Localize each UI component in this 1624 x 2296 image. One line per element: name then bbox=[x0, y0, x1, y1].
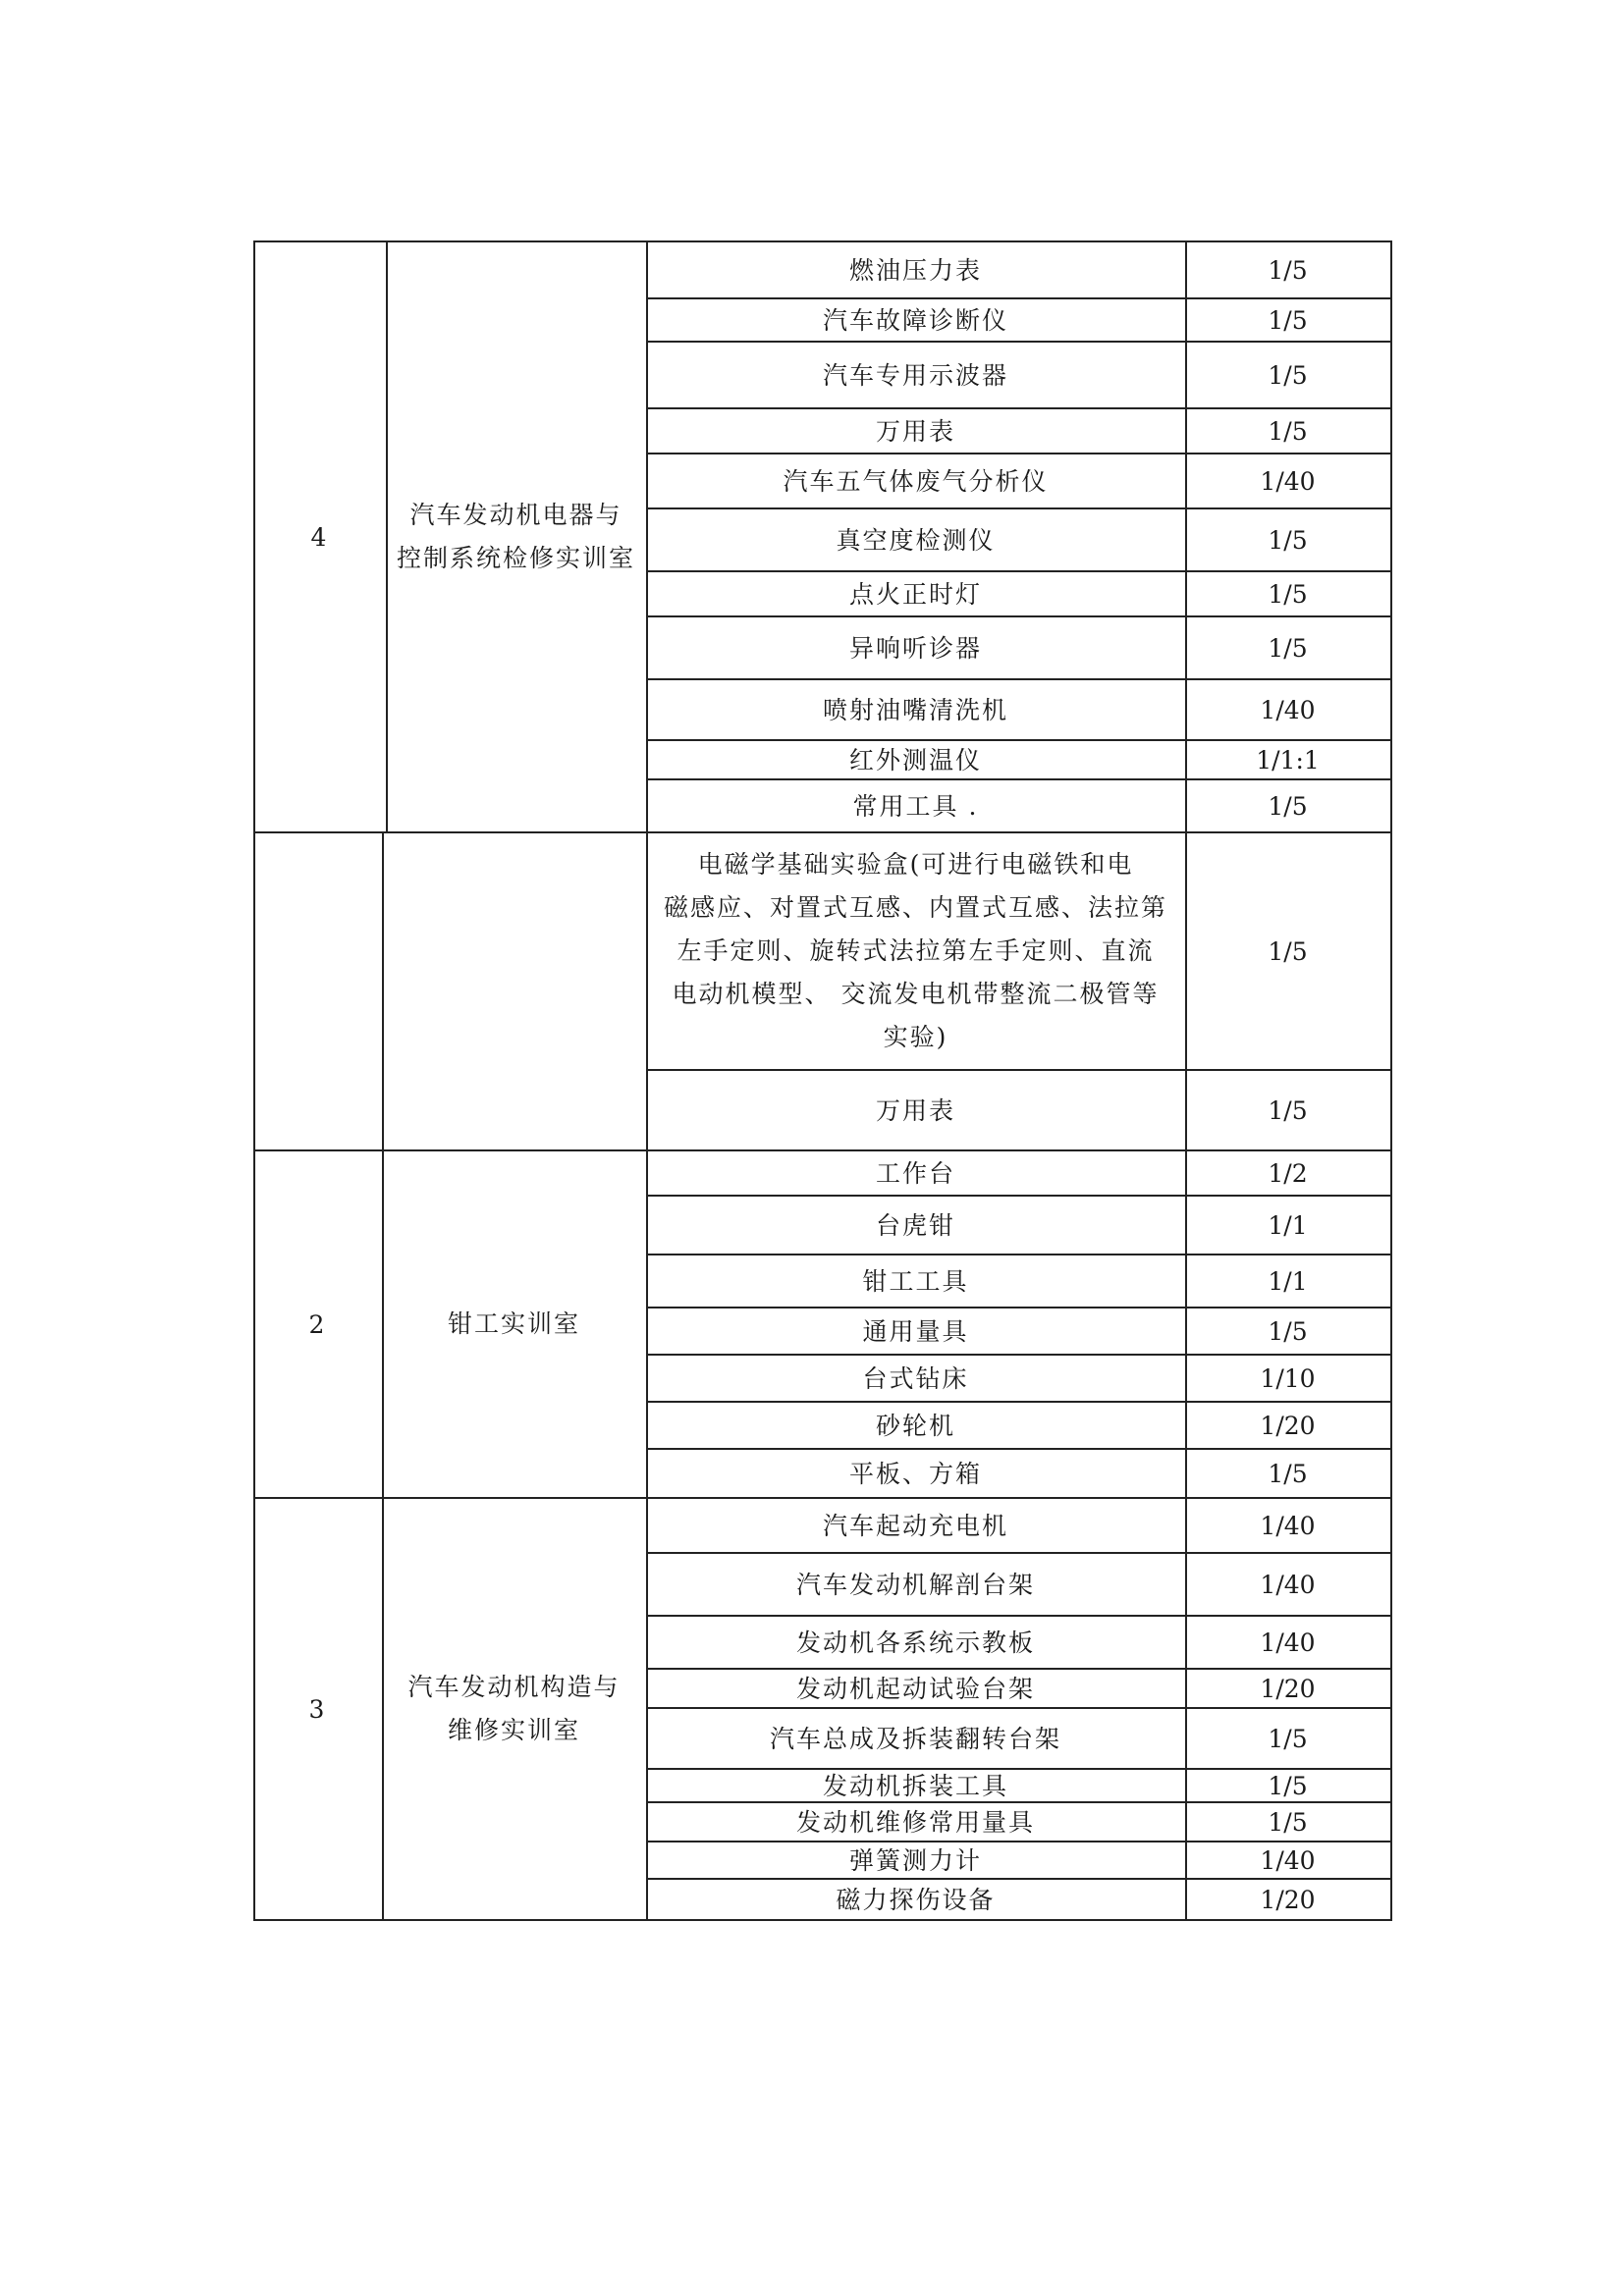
equipment-name: 磁力探伤设备 bbox=[836, 1885, 996, 1914]
equipment-ratio: 1/1:1 bbox=[1256, 745, 1320, 774]
equipment-name-line: 电磁学基础实验盒(可进行电磁铁和电 bbox=[697, 850, 1134, 879]
equipment-name: 发动机维修常用量具 bbox=[795, 1807, 1035, 1837]
equipment-name: 汽车起动充电机 bbox=[822, 1511, 1008, 1540]
equipment-ratio: 1/40 bbox=[1260, 695, 1316, 724]
equipment-name: 汽车五气体废气分析仪 bbox=[783, 466, 1049, 496]
equipment-name: 喷射油嘴清洗机 bbox=[822, 695, 1008, 724]
equipment-ratio: 1/10 bbox=[1260, 1363, 1316, 1393]
equipment-name: 发动机起动试验台架 bbox=[795, 1674, 1035, 1703]
equipment-ratio: 1/1 bbox=[1268, 1210, 1308, 1240]
equipment-name: 弹簧测力计 bbox=[848, 1845, 982, 1875]
table-border-right bbox=[1390, 832, 1392, 1150]
equipment-name: 红外测温仪 bbox=[848, 745, 982, 774]
section-number: 2 bbox=[308, 1309, 327, 1339]
equipment-name: 汽车总成及拆装翻转台架 bbox=[769, 1724, 1061, 1753]
equipment-name: 台虎钳 bbox=[875, 1210, 955, 1240]
equipment-name-line: 电动机模型、 交流发电机带整流二极管等 bbox=[672, 980, 1160, 1008]
equipment-name: 工作台 bbox=[875, 1158, 955, 1188]
equipment-name: 钳工工具 bbox=[862, 1266, 969, 1296]
equipment-ratio: 1/20 bbox=[1260, 1411, 1316, 1440]
equipment-ratio: 1/5 bbox=[1268, 791, 1308, 821]
equipment-name: 平板、方箱 bbox=[848, 1459, 982, 1488]
equipment-ratio: 1/5 bbox=[1268, 255, 1308, 285]
training-room-name-line: 钳工实训室 bbox=[447, 1309, 580, 1338]
training-room-name-line: 控制系统检修实训室 bbox=[396, 544, 635, 572]
equipment-name: 汽车发动机解剖台架 bbox=[795, 1570, 1035, 1599]
training-room-name bbox=[386, 241, 646, 832]
section-number: 4 bbox=[310, 522, 329, 552]
equipment-ratio: 1/5 bbox=[1268, 579, 1308, 609]
equipment-ratio: 1/5 bbox=[1268, 416, 1308, 446]
training-room-name-line: 维修实训室 bbox=[447, 1716, 580, 1744]
equipment-name-line: 实验) bbox=[883, 1023, 948, 1051]
equipment-name-line: 磁感应、对置式互感、内置式互感、法拉第 bbox=[663, 893, 1167, 922]
equipment-ratio: 1/2 bbox=[1268, 1158, 1308, 1188]
training-room-name bbox=[382, 832, 646, 1150]
equipment-name bbox=[646, 832, 1185, 1070]
equipment-name: 点火正时灯 bbox=[848, 579, 982, 609]
training-room-name-line: 汽车发动机电器与 bbox=[409, 501, 623, 529]
equipment-ratio: 1/5 bbox=[1268, 633, 1308, 663]
equipment-ratio: 1/5 bbox=[1268, 1771, 1308, 1800]
equipment-name: 汽车专用示波器 bbox=[822, 360, 1008, 390]
equipment-name: 汽车故障诊断仪 bbox=[822, 305, 1008, 335]
equipment-ratio: 1/5 bbox=[1268, 1724, 1308, 1753]
equipment-ratio: 1/20 bbox=[1260, 1885, 1316, 1914]
equipment-name: 发动机各系统示教板 bbox=[795, 1628, 1035, 1657]
equipment-name: 砂轮机 bbox=[875, 1411, 955, 1440]
section-number: 3 bbox=[308, 1694, 327, 1724]
equipment-ratio: 1/5 bbox=[1268, 305, 1308, 335]
equipment-name: 真空度检测仪 bbox=[836, 525, 996, 555]
section-number bbox=[253, 832, 382, 1150]
equipment-name: 通用量具 bbox=[862, 1316, 969, 1346]
equipment-name: 万用表 bbox=[875, 1095, 955, 1125]
table-border-right bbox=[1390, 241, 1392, 832]
equipment-name: 燃油压力表 bbox=[848, 255, 982, 285]
training-room-name bbox=[382, 1498, 646, 1920]
equipment-name: 常用工具 . bbox=[852, 791, 979, 821]
equipment-ratio: 1/40 bbox=[1260, 1845, 1316, 1875]
equipment-name-line: 左手定则、旋转式法拉第左手定则、直流 bbox=[677, 936, 1155, 965]
equipment-name: 发动机拆装工具 bbox=[822, 1771, 1008, 1800]
equipment-ratio: 1/40 bbox=[1260, 466, 1316, 496]
equipment-ratio: 1/5 bbox=[1268, 525, 1308, 555]
training-room-name bbox=[382, 1150, 646, 1498]
equipment-ratio: 1/5 bbox=[1268, 1316, 1308, 1346]
equipment-ratio: 1/1 bbox=[1268, 1266, 1308, 1296]
equipment-ratio: 1/5 bbox=[1268, 1807, 1308, 1837]
equipment-name: 台式钻床 bbox=[862, 1363, 969, 1393]
table-border-right bbox=[1390, 1150, 1392, 1498]
equipment-ratio: 1/40 bbox=[1260, 1628, 1316, 1657]
equipment-name: 万用表 bbox=[875, 416, 955, 446]
equipment-ratio: 1/40 bbox=[1260, 1570, 1316, 1599]
equipment-ratio: 1/5 bbox=[1268, 1095, 1308, 1125]
equipment-ratio: 1/5 bbox=[1268, 360, 1308, 390]
equipment-ratio: 1/20 bbox=[1260, 1674, 1316, 1703]
equipment-name: 异响听诊器 bbox=[848, 633, 982, 663]
table-border-right bbox=[1390, 1498, 1392, 1920]
equipment-ratio: 1/40 bbox=[1260, 1511, 1316, 1540]
training-room-name-line: 汽车发动机构造与 bbox=[407, 1673, 621, 1701]
equipment-ratio: 1/5 bbox=[1268, 936, 1308, 966]
equipment-ratio: 1/5 bbox=[1268, 1459, 1308, 1488]
